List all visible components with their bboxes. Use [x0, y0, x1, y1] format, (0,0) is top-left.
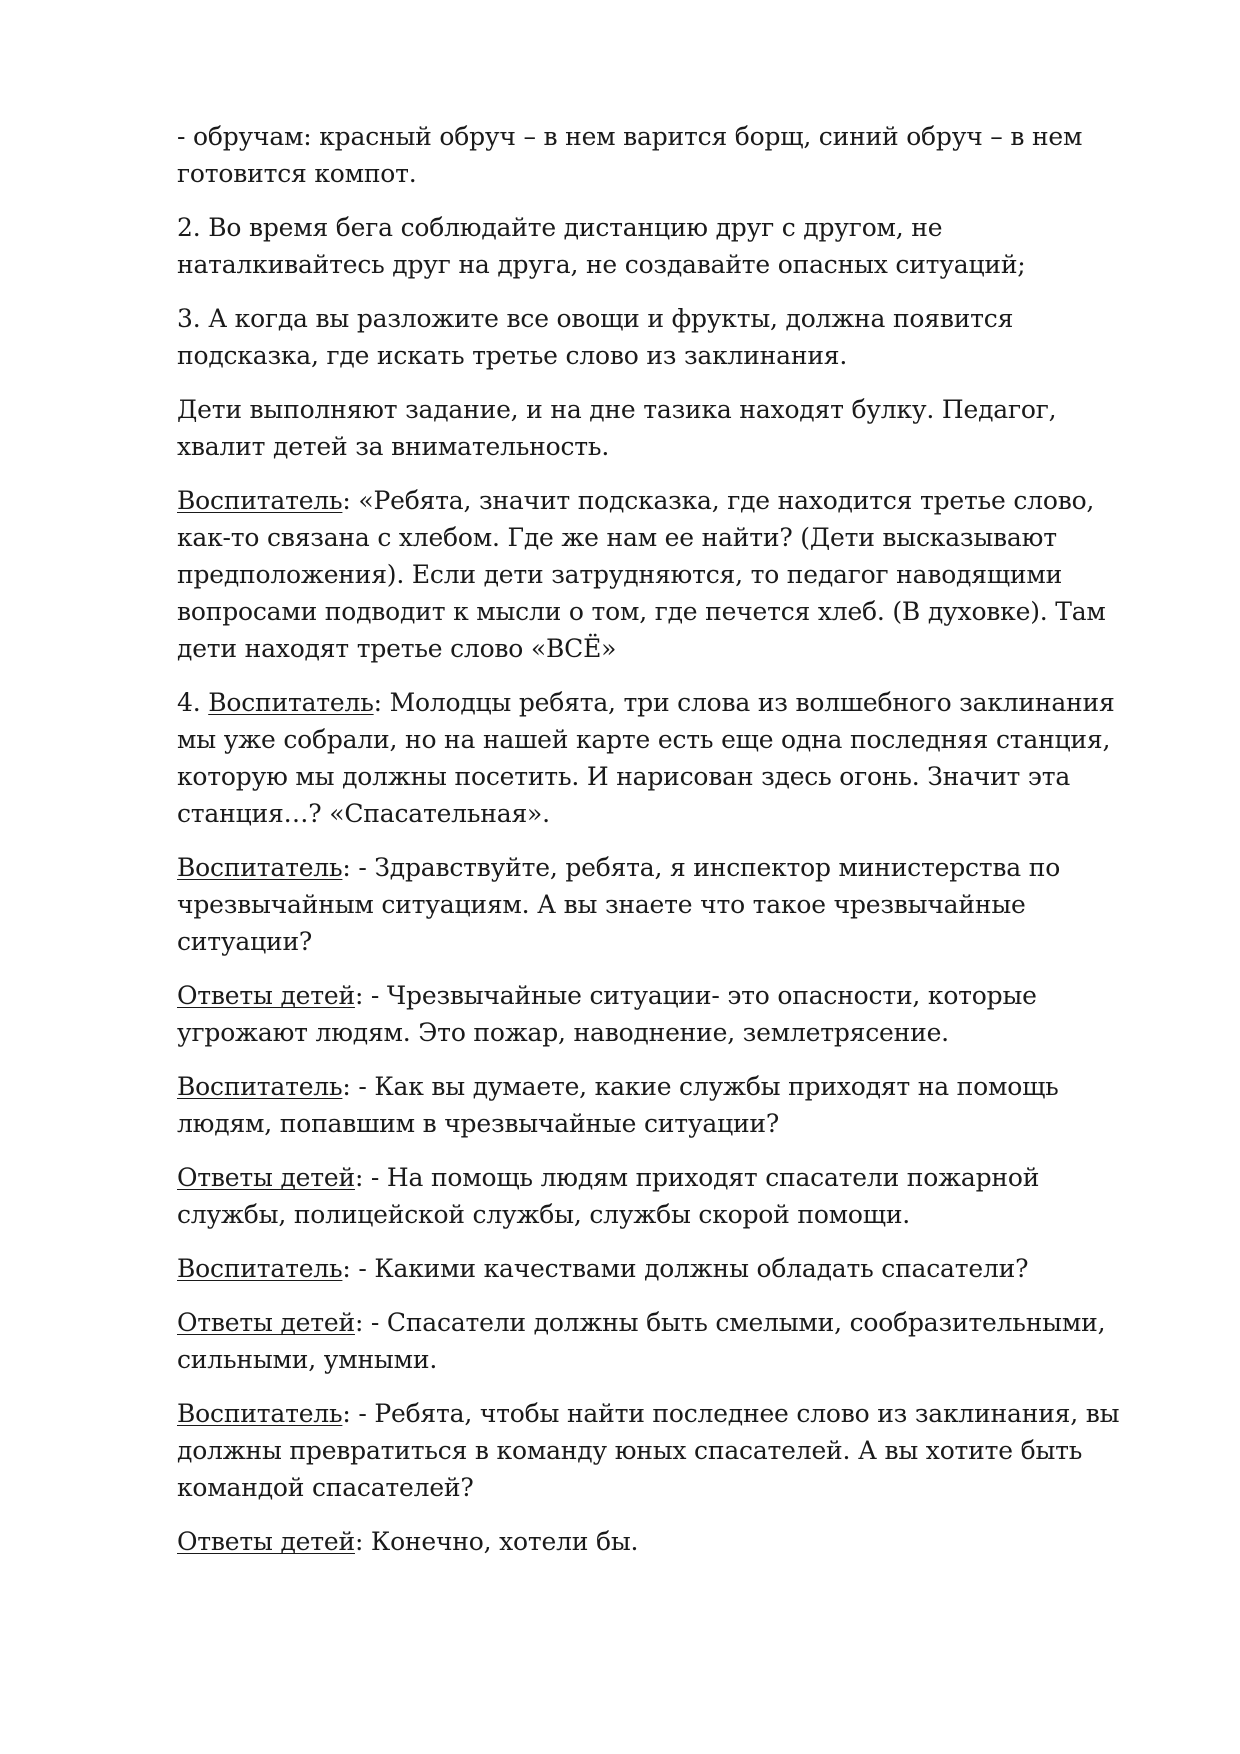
document-body — [177, 118, 1137, 1577]
paragraph-14 — [177, 1523, 1137, 1560]
speaker-label: Воспитатель — [177, 1072, 343, 1101]
paragraph-text: Дети выполняют задание, и на дне тазика находят булку. Педагог, хвалит детей за внимательность. — [177, 395, 1057, 461]
paragraph-2 — [177, 209, 1137, 283]
paragraph-12 — [177, 1304, 1137, 1378]
paragraph-text: : - Здравствуйте, ребята, я инспектор министерства по чрезвычайным ситуациям. А вы знаете что такое чрезвычайные ситуации? — [177, 853, 1061, 956]
paragraph-9 — [177, 1068, 1137, 1142]
paragraph-text: - обручам: красный обруч – в нем варится борщ, синий обруч – в нем готовится компот. — [177, 122, 1083, 188]
paragraph-text: : «Ребята, значит подсказка, где находится третье слово, как-то связана с хлебом. Где же нам ее найти? (Дети высказывают предположения). Если дети затрудняются, то педагог наводящими вопросами подводит к мысли о том, где печется хлеб. (В духовке). Там дети находят третье слово «ВСЁ» — [177, 486, 1106, 663]
paragraph-text: : - Спасатели должны быть смелыми, сообразительными, сильными, умными. — [177, 1308, 1106, 1374]
paragraph-text: : - Чрезвычайные ситуации- это опасности, которые угрожают людям. Это пожар, наводнение, землетрясение. — [177, 981, 1037, 1047]
speaker-label: Воспитатель — [177, 1399, 343, 1428]
speaker-label: Ответы детей — [177, 1308, 355, 1337]
paragraph-8 — [177, 977, 1137, 1051]
paragraph-text: : Молодцы ребята, три слова из волшебного заклинания мы уже собрали, но на нашей карте есть еще одна последняя станция, которую мы должны посетить. И нарисован здесь огонь. Значит эта станция…? «Спасательная». — [177, 688, 1115, 828]
paragraph-7 — [177, 849, 1137, 960]
paragraph-text: : Конечно, хотели бы. — [354, 1527, 639, 1556]
paragraph-text: 2. Во время бега соблюдайте дистанцию друг с другом, не наталкивайтесь друг на друга, не создавайте опасных ситуаций; — [177, 213, 1026, 279]
paragraph-4 — [177, 391, 1137, 465]
speaker-label: Воспитатель — [177, 1254, 343, 1283]
paragraph-10 — [177, 1159, 1137, 1233]
speaker-label: Воспитатель — [177, 853, 343, 882]
paragraph-11 — [177, 1250, 1137, 1287]
paragraph-text: : - Как вы думаете, какие службы приходят на помощь людям, попавшим в чрезвычайные ситуации? — [177, 1072, 1059, 1138]
paragraph-text: : - На помощь людям приходят спасатели пожарной службы, полицейской службы, службы скорой помощи. — [177, 1163, 1040, 1229]
paragraph-5 — [177, 482, 1137, 667]
paragraph-1 — [177, 118, 1137, 192]
paragraph-13 — [177, 1395, 1137, 1506]
paragraph-6 — [177, 684, 1137, 832]
speaker-label: Воспитатель — [208, 688, 374, 717]
paragraph-text: : - Какими качествами должны обладать спасатели? — [342, 1254, 1029, 1283]
paragraph-text: 3. А когда вы разложите все овощи и фрукты, должна появится подсказка, где искать третье слово из заклинания. — [177, 304, 1014, 370]
speaker-label: Ответы детей — [177, 981, 355, 1010]
paragraph-3 — [177, 300, 1137, 374]
paragraph-text: : - Ребята, чтобы найти последнее слово из заклинания, вы должны превратиться в команду юных спасателей. А вы хотите быть командой спасателей? — [177, 1399, 1120, 1502]
speaker-label: Ответы детей — [177, 1527, 355, 1556]
speaker-label: Воспитатель — [177, 486, 343, 515]
speaker-label: Ответы детей — [177, 1163, 355, 1192]
paragraph-number: 4. — [177, 688, 209, 717]
